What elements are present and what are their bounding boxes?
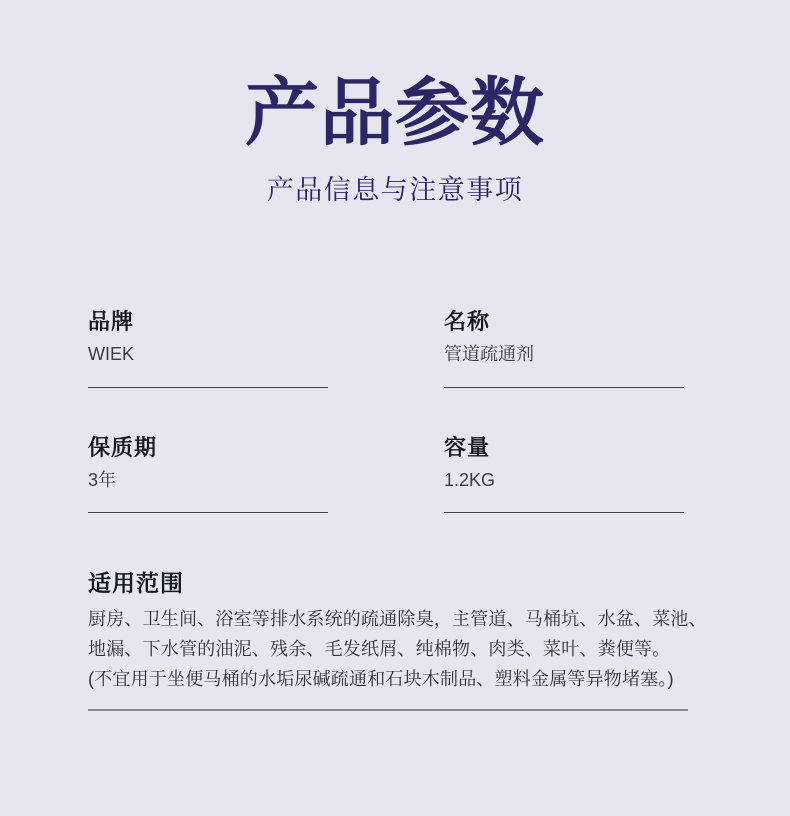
parameters-grid xyxy=(88,309,688,514)
field-name xyxy=(444,309,688,388)
scope-bottom-divider xyxy=(88,709,688,711)
applicable-scope-text xyxy=(88,604,708,694)
field-shelf-life xyxy=(88,435,444,514)
field-brand-divider xyxy=(88,387,328,388)
header xyxy=(0,0,790,207)
field-capacity-divider xyxy=(444,512,684,513)
field-name-value: 管道疏通剂 xyxy=(444,343,534,364)
applicable-scope-label: 适用范围 xyxy=(88,570,184,597)
field-capacity xyxy=(444,435,688,514)
scope-line-2: 地漏、下水管的油泥、残余、毛发纸屑、纯棉物、肉类、菜叶、粪便等。 xyxy=(88,639,671,660)
field-shelf-life-divider xyxy=(88,512,328,513)
field-brand-value: WIEK xyxy=(88,343,135,364)
field-name-divider xyxy=(444,387,684,388)
field-brand-label: 品牌 xyxy=(88,308,135,334)
scope-line-1: 厨房、卫生间、浴室等排水系统的疏通除臭，主管道、马桶坑、水盆、菜池、 xyxy=(88,609,707,630)
page-subtitle: 产品信息与注意事项 xyxy=(266,174,524,205)
applicable-scope-section xyxy=(88,570,708,711)
field-name-label: 名称 xyxy=(444,308,491,334)
page-title: 产品参数 xyxy=(245,71,545,154)
field-brand xyxy=(88,309,444,388)
field-capacity-label: 容量 xyxy=(444,434,491,460)
field-shelf-life-label: 保质期 xyxy=(88,434,158,460)
field-shelf-life-value: 3年 xyxy=(88,469,117,490)
field-capacity-value: 1.2KG xyxy=(444,469,496,490)
scope-line-3: (不宜用于坐便马桶的水垢尿碱疏通和石块木制品、塑料金属等异物堵塞。) xyxy=(88,669,674,690)
